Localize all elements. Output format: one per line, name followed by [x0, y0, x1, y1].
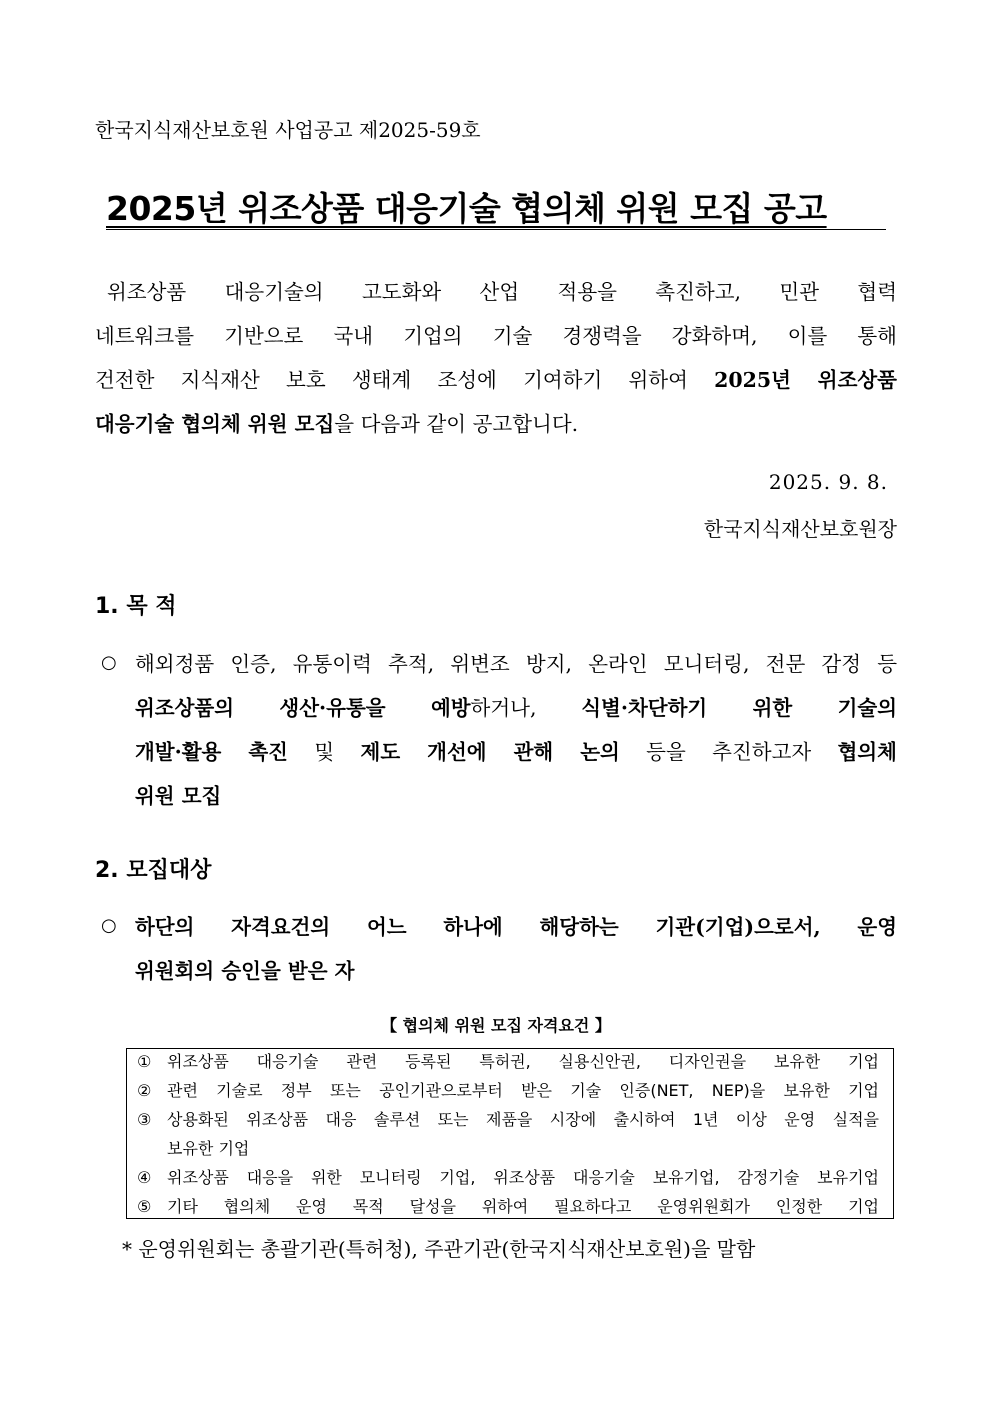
criteria-text: 상용화된 위조상품 대응 솔루션 또는 제품을 시장에 출시하여 1년 이상 운영 실적을: [167, 1110, 879, 1129]
purpose-line: [135, 730, 897, 774]
purpose-emphasis: 협의체: [837, 740, 897, 764]
purpose-emphasis: 제도 개선에 관해 논의: [360, 740, 620, 764]
criteria-text: 보유한 기업: [167, 1139, 250, 1158]
criteria-item: [137, 1105, 879, 1134]
criteria-number: ③: [137, 1110, 152, 1129]
criteria-indent: [137, 1134, 167, 1163]
intro-emphasis: 대응기술 협의체 위원 모집: [95, 412, 335, 436]
purpose-emphasis: 개발·활용 촉진: [135, 740, 288, 764]
section-heading-target: 2. 모집대상: [95, 858, 212, 883]
intro-text: 을 다음과 같이 공고합니다.: [334, 412, 579, 436]
intro-line: 네트워크를 기반으로 국내 기업의 기술 경쟁력을 강화하며, 이를 통해: [95, 324, 897, 348]
criteria-text: 관련 기술로 정부 또는 공인기관으로부터 받은 기술 인증(NET, NEP)을 보유한 기업: [167, 1081, 879, 1100]
purpose-emphasis: 식별·차단하기 위한 기술의: [581, 696, 897, 720]
criteria-item-continued: [137, 1134, 879, 1163]
criteria-item: [137, 1076, 879, 1105]
section-heading-purpose: 1. 목 적: [95, 594, 177, 619]
purpose-text: 하거나,: [470, 696, 582, 720]
criteria-item: [137, 1192, 879, 1221]
page-title: 2025년 위조상품 대응기술 협의체 위원 모집 공고: [106, 189, 827, 228]
criteria-caption: 【 협의체 위원 모집 자격요건 】: [381, 1016, 611, 1035]
criteria-number: ⑤: [137, 1197, 152, 1216]
target-paragraph: [135, 905, 897, 993]
title-double-underline: [106, 229, 886, 230]
notice-number: 한국지식재산보호원 사업공고 제2025-59호: [95, 118, 481, 142]
intro-emphasis: 2025년 위조상품: [714, 368, 897, 392]
criteria-item: [137, 1163, 879, 1192]
criteria-text: 위조상품 대응기술 관련 등록된 특허권, 실용신안권, 디자인권을 보유한 기업: [167, 1052, 879, 1071]
intro-text: 건전한 지식재산 보호 생태계 조성에 기여하기 위하여: [95, 368, 715, 392]
purpose-line: [135, 774, 897, 818]
bullet-circle: ○: [101, 652, 117, 673]
criteria-number: ④: [137, 1168, 152, 1187]
criteria-text: 기타 협의체 운영 목적 달성을 위하여 필요하다고 운영위원회가 인정한 기업: [167, 1197, 879, 1216]
intro-line: [95, 358, 897, 402]
criteria-text: 위조상품 대응을 위한 모니터링 기업, 위조상품 대응기술 보유기업, 감정기술 보유기업: [167, 1168, 879, 1187]
criteria-number: ①: [137, 1052, 152, 1071]
target-line: 하단의 자격요건의 어느 하나에 해당하는 기관(기업)으로서, 운영: [135, 915, 897, 939]
criteria-number: ②: [137, 1081, 152, 1100]
target-line: 위원회의 승인을 받은 자: [135, 959, 355, 983]
intro-line: [95, 402, 897, 446]
signatory: 한국지식재산보호원장: [703, 517, 897, 541]
purpose-paragraph: [135, 642, 897, 818]
intro-paragraph: [95, 270, 897, 446]
purpose-line: [135, 686, 897, 730]
purpose-emphasis: 위조상품의 생산·유통을 예방: [135, 696, 471, 720]
criteria-item: [137, 1047, 879, 1076]
bullet-circle: ○: [101, 915, 117, 936]
criteria-box: [126, 1048, 894, 1219]
purpose-text: 및: [287, 740, 361, 764]
intro-line: 위조상품 대응기술의 고도화와 산업 적용을 촉진하고, 민관 협력: [107, 280, 897, 304]
footnote: * 운영위원회는 총괄기관(특허청), 주관기관(한국지식재산보호원)을 말함: [122, 1237, 756, 1261]
purpose-emphasis: 위원 모집: [135, 784, 222, 808]
purpose-line: 해외정품 인증, 유통이력 추적, 위변조 방지, 온라인 모니터링, 전문 감정 등: [135, 652, 897, 676]
purpose-text: 등을 추진하고자: [619, 740, 838, 764]
notice-date: 2025. 9. 8.: [768, 470, 888, 494]
